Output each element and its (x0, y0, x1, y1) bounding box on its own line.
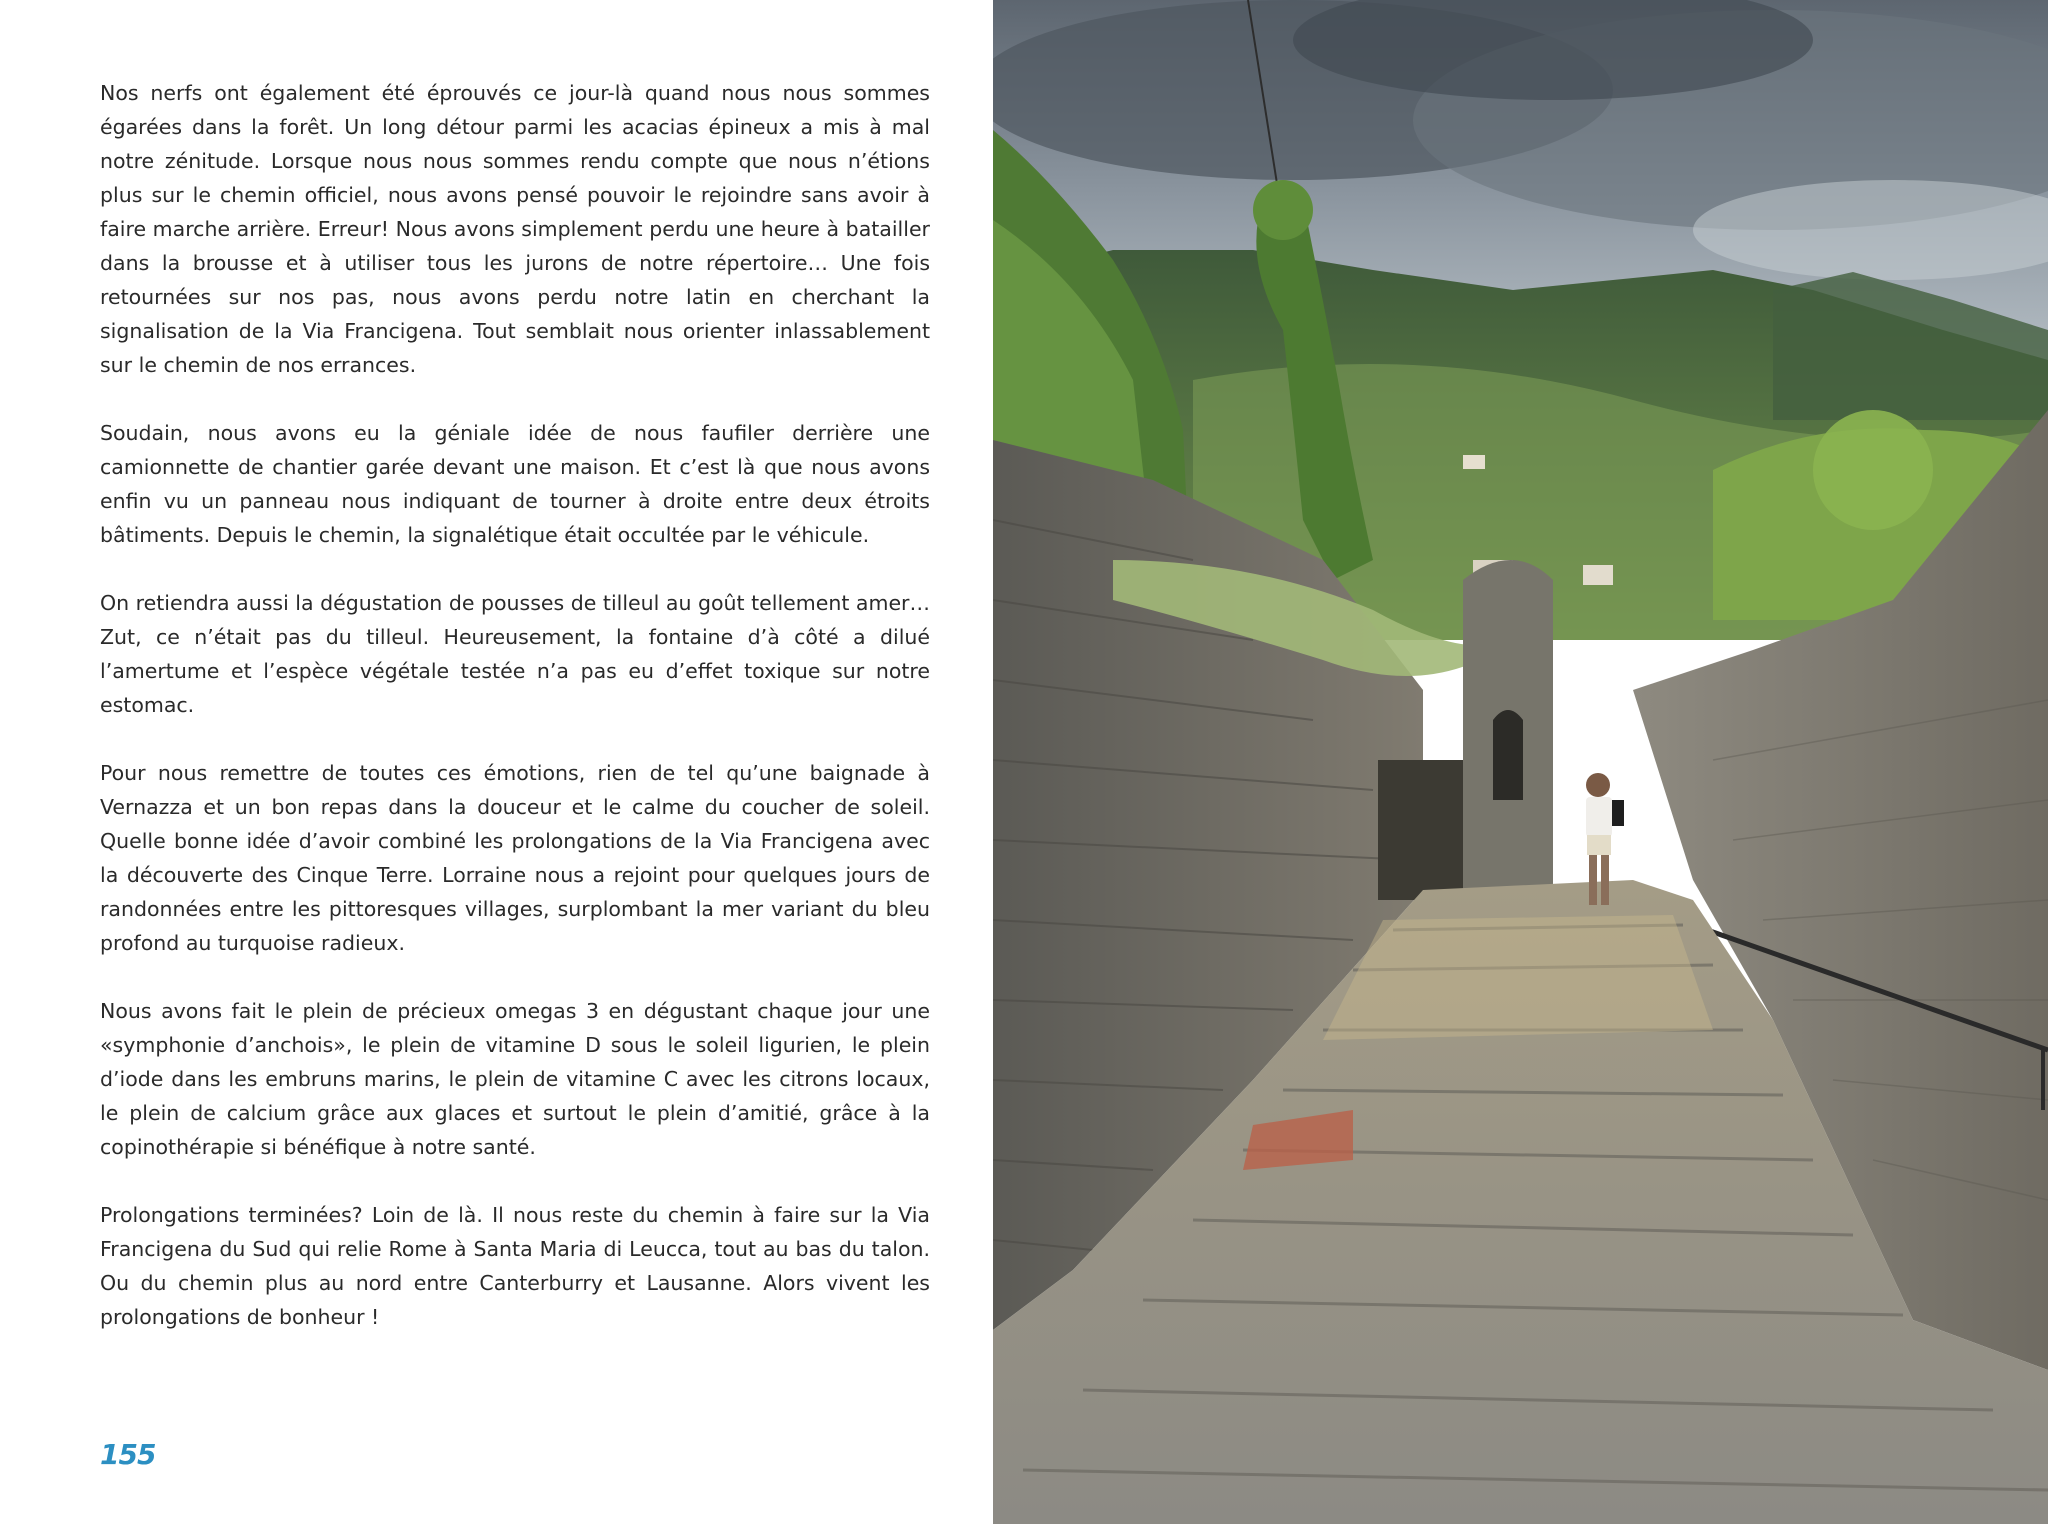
paragraph-1: Nos nerfs ont également été éprouvés ce jour-là quand nous nous sommes égarées dans la forêt. Un long détour parmi les acacias épineux a mis à mal notre zénitude. Lorsque nous nous sommes rendu compte que nous n’étions plus sur le chemin officiel, nous avons pensé pouvoir le rejoindre sans avoir à faire marche arrière. Erreur! Nous avons simplement perdu une heure à batailler dans la brousse et à utiliser tous les jurons de notre répertoire… Une fois retournées sur nos pas, nous avons perdu notre latin en cherchant la signalisation de la Via Francigena. Tout semblait nous orienter inlassablement sur le chemin de nos errances. (100, 81, 930, 377)
text-body (100, 76, 930, 1368)
paragraph-2: Soudain, nous avons eu la géniale idée de nous faufiler derrière une camionnette de chantier garée devant une maison. Et c’est là que nous avons enfin vu un panneau nous indiquant de tourner à droite entre deux étroits bâtiments. Depuis le chemin, la signalétique était occultée par le véhicule. (100, 421, 930, 547)
page-number: 155 (100, 1438, 156, 1471)
paragraph-4: Pour nous remettre de toutes ces émotions, rien de tel qu’une baignade à Vernazza et un bon repas dans la douceur et le calme du coucher de soleil. Quelle bonne idée d’avoir combiné les prolongations de la Via Francigena avec la découverte des Cinque Terre. Lorraine nous a rejoint pour quelques jours de randonnées entre les pittoresques villages, surplombant la mer variant du bleu profond au turquoise radieux. (100, 761, 930, 955)
paragraph-6: Prolongations terminées? Loin de là. Il nous reste du chemin à faire sur la Via Francigena du Sud qui relie Rome à Santa Maria di Leucca, tout au bas du talon. Ou du chemin plus au nord entre Canterburry et Lausanne. Alors vivent les prolongations de bonheur ! (100, 1203, 930, 1329)
paragraph-5: Nous avons fait le plein de précieux omegas 3 en dégustant chaque jour une «symphonie d’anchois», le plein de vitamine D sous le soleil ligurien, le plein d’iode dans les embruns marins, le plein de vitamine C avec les citrons locaux, le plein de calcium grâce aux glaces et surtout le plein d’amitié, grâce à la copinothérapie si bénéfique à notre santé. (100, 999, 930, 1159)
stairway-illustration (993, 0, 2048, 1524)
text-column (0, 0, 993, 1524)
photo-stone-stairway (993, 0, 2048, 1524)
paragraph-3: On retiendra aussi la dégustation de pousses de tilleul au goût tellement amer… Zut, ce n’était pas du tilleul. Heureusement, la fontaine d’à côté a dilué l’amertume et l’espèce végétale testée n’a pas eu d’effet toxique sur notre estomac. (100, 591, 930, 717)
